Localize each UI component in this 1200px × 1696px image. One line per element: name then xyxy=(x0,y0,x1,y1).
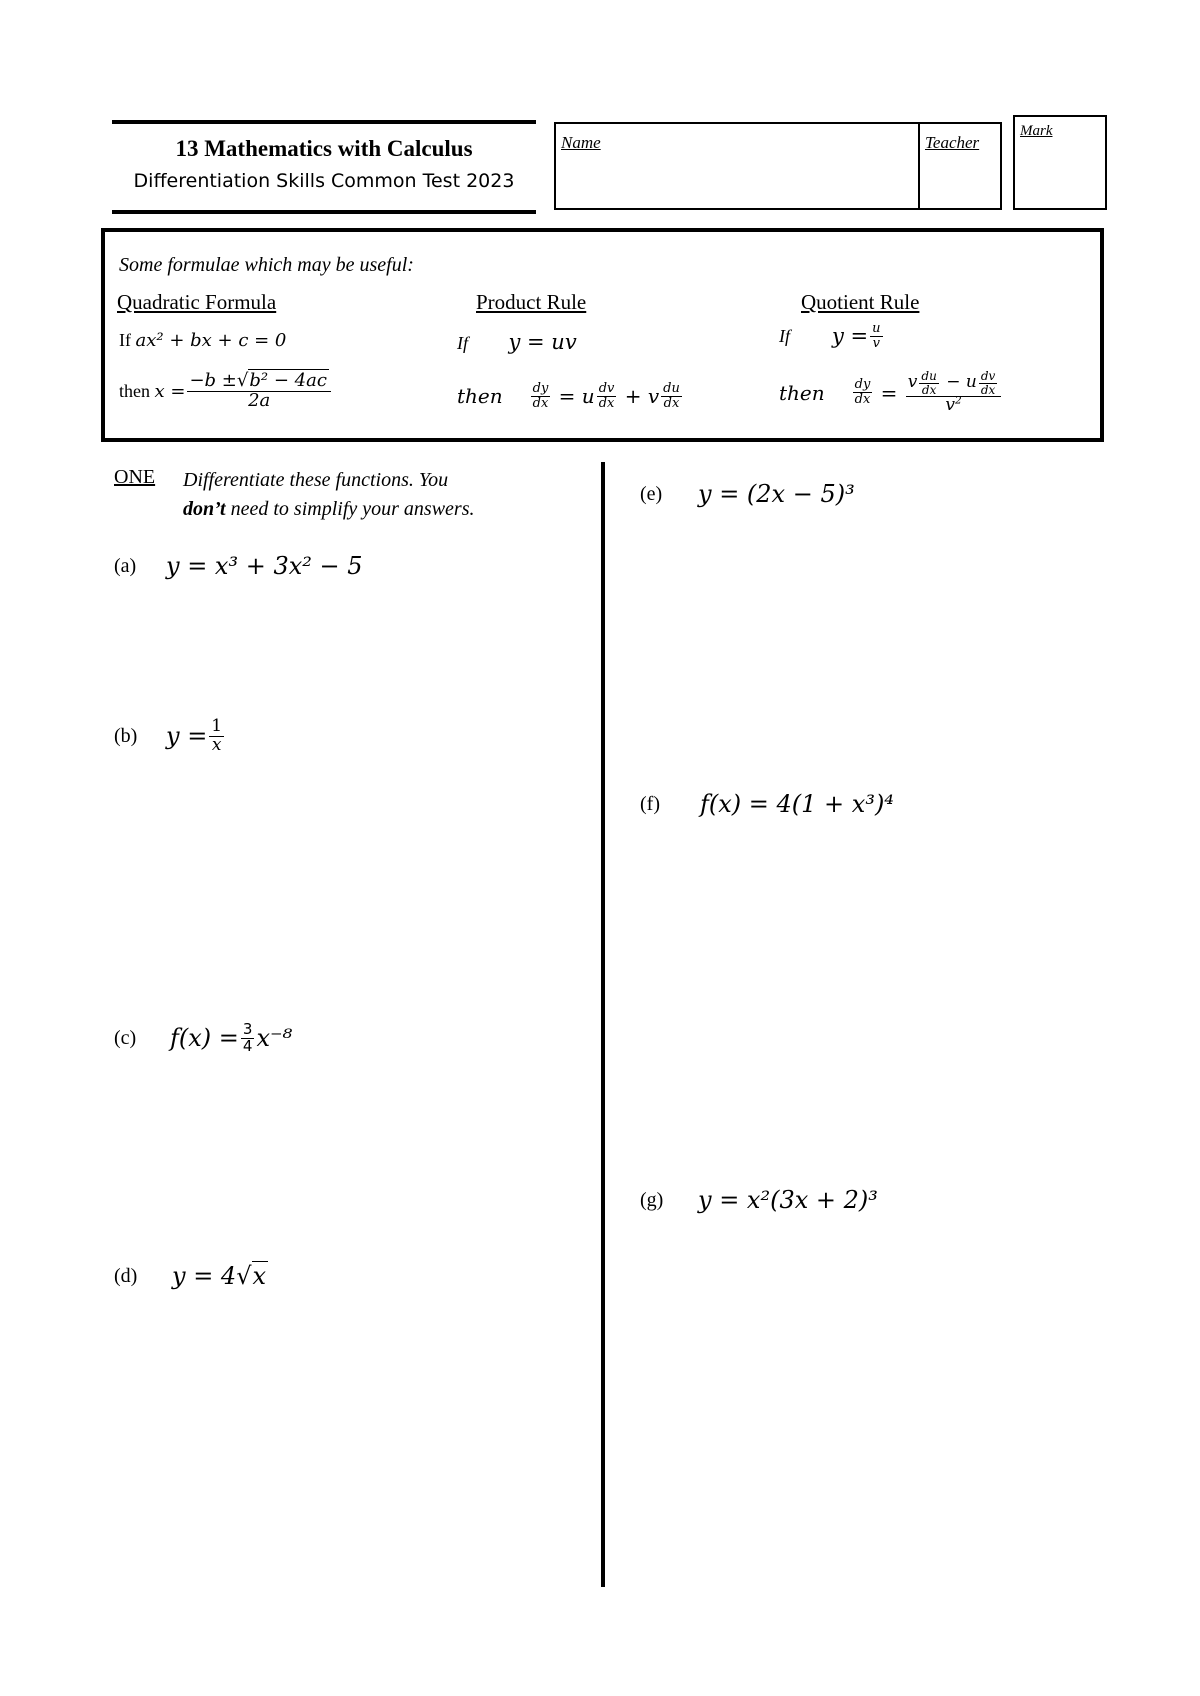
part-c-fraction: $\frac{3}{4}$ xyxy=(242,1020,253,1055)
part-a: (a) y = x³ + 3x² − 5 xyxy=(114,552,363,580)
formula-box xyxy=(101,228,1104,442)
question-number: ONE xyxy=(114,466,156,488)
part-f-expression: f(x) = 4(1 + x³)⁴ xyxy=(700,790,894,818)
column-divider xyxy=(601,462,605,1587)
product-if-line: If y = uv xyxy=(457,330,577,354)
part-g: (g) y = x²(3x + 2)³ xyxy=(640,1186,878,1214)
part-f: (f) f(x) = 4(1 + x³)⁴ xyxy=(640,790,894,818)
quotient-if-line: If y = $\frac{u}{v}$ xyxy=(779,321,881,351)
part-d: (d) y = 4 √x xyxy=(114,1262,267,1290)
quadratic-equation: ax² + bx + c = 0 xyxy=(135,330,287,351)
part-b-fraction: $\frac{1}{x}$ xyxy=(211,716,223,755)
quadratic-if-line: If ax² + bx + c = 0 xyxy=(119,330,287,351)
product-heading: Product Rule xyxy=(476,290,587,314)
quadratic-fraction: $\frac{\text{−b ±√b² − 4ac}}{2a}$ xyxy=(187,372,330,411)
name-label: Name xyxy=(561,133,601,152)
teacher-label: Teacher xyxy=(925,133,980,152)
test-title: 13 Mathematics with Calculus xyxy=(175,136,473,161)
test-subtitle: Differentiation Skills Common Test 2023 xyxy=(133,170,515,192)
quadratic-then-line: then x = $\frac{\text{−b ±√b² − 4ac}}{2a}$ xyxy=(119,372,333,411)
question-instruction: Differentiate these functions. You don’t need to simplify your answers. xyxy=(183,469,475,520)
quadratic-heading: Quadratic Formula xyxy=(117,290,277,314)
quotient-heading: Quotient Rule xyxy=(801,290,920,314)
part-c: (c) f(x) = $\frac{3}{4}$ x⁻⁸ xyxy=(114,1020,293,1055)
part-a-expression: y = x³ + 3x² − 5 xyxy=(166,552,363,580)
mark-field[interactable] xyxy=(1013,115,1107,210)
mark-label: Mark xyxy=(1020,123,1053,139)
product-equation: y = uv xyxy=(508,330,577,354)
part-b: (b) y = $\frac{1}{x}$ xyxy=(114,716,223,755)
name-field[interactable] xyxy=(554,122,920,210)
part-g-expression: y = x²(3x + 2)³ xyxy=(698,1186,878,1214)
product-then-line: then $\frac{dy}{dx}$ = u $\frac{dv}{dx}$ + v $\frac{du}{dx}$ xyxy=(457,381,680,411)
part-e: (e) y = (2x − 5)³ xyxy=(640,480,855,508)
quotient-then-line: then $\frac{dy}{dx}$ = v $\frac{du}{dx}$ − u $\frac{dv}{dx}$ $v^2$ xyxy=(779,370,1003,415)
title-box xyxy=(112,120,536,214)
formula-intro: Some formulae which may be useful: xyxy=(119,254,414,276)
part-e-expression: y = (2x − 5)³ xyxy=(698,480,855,508)
teacher-field[interactable] xyxy=(918,122,1002,210)
